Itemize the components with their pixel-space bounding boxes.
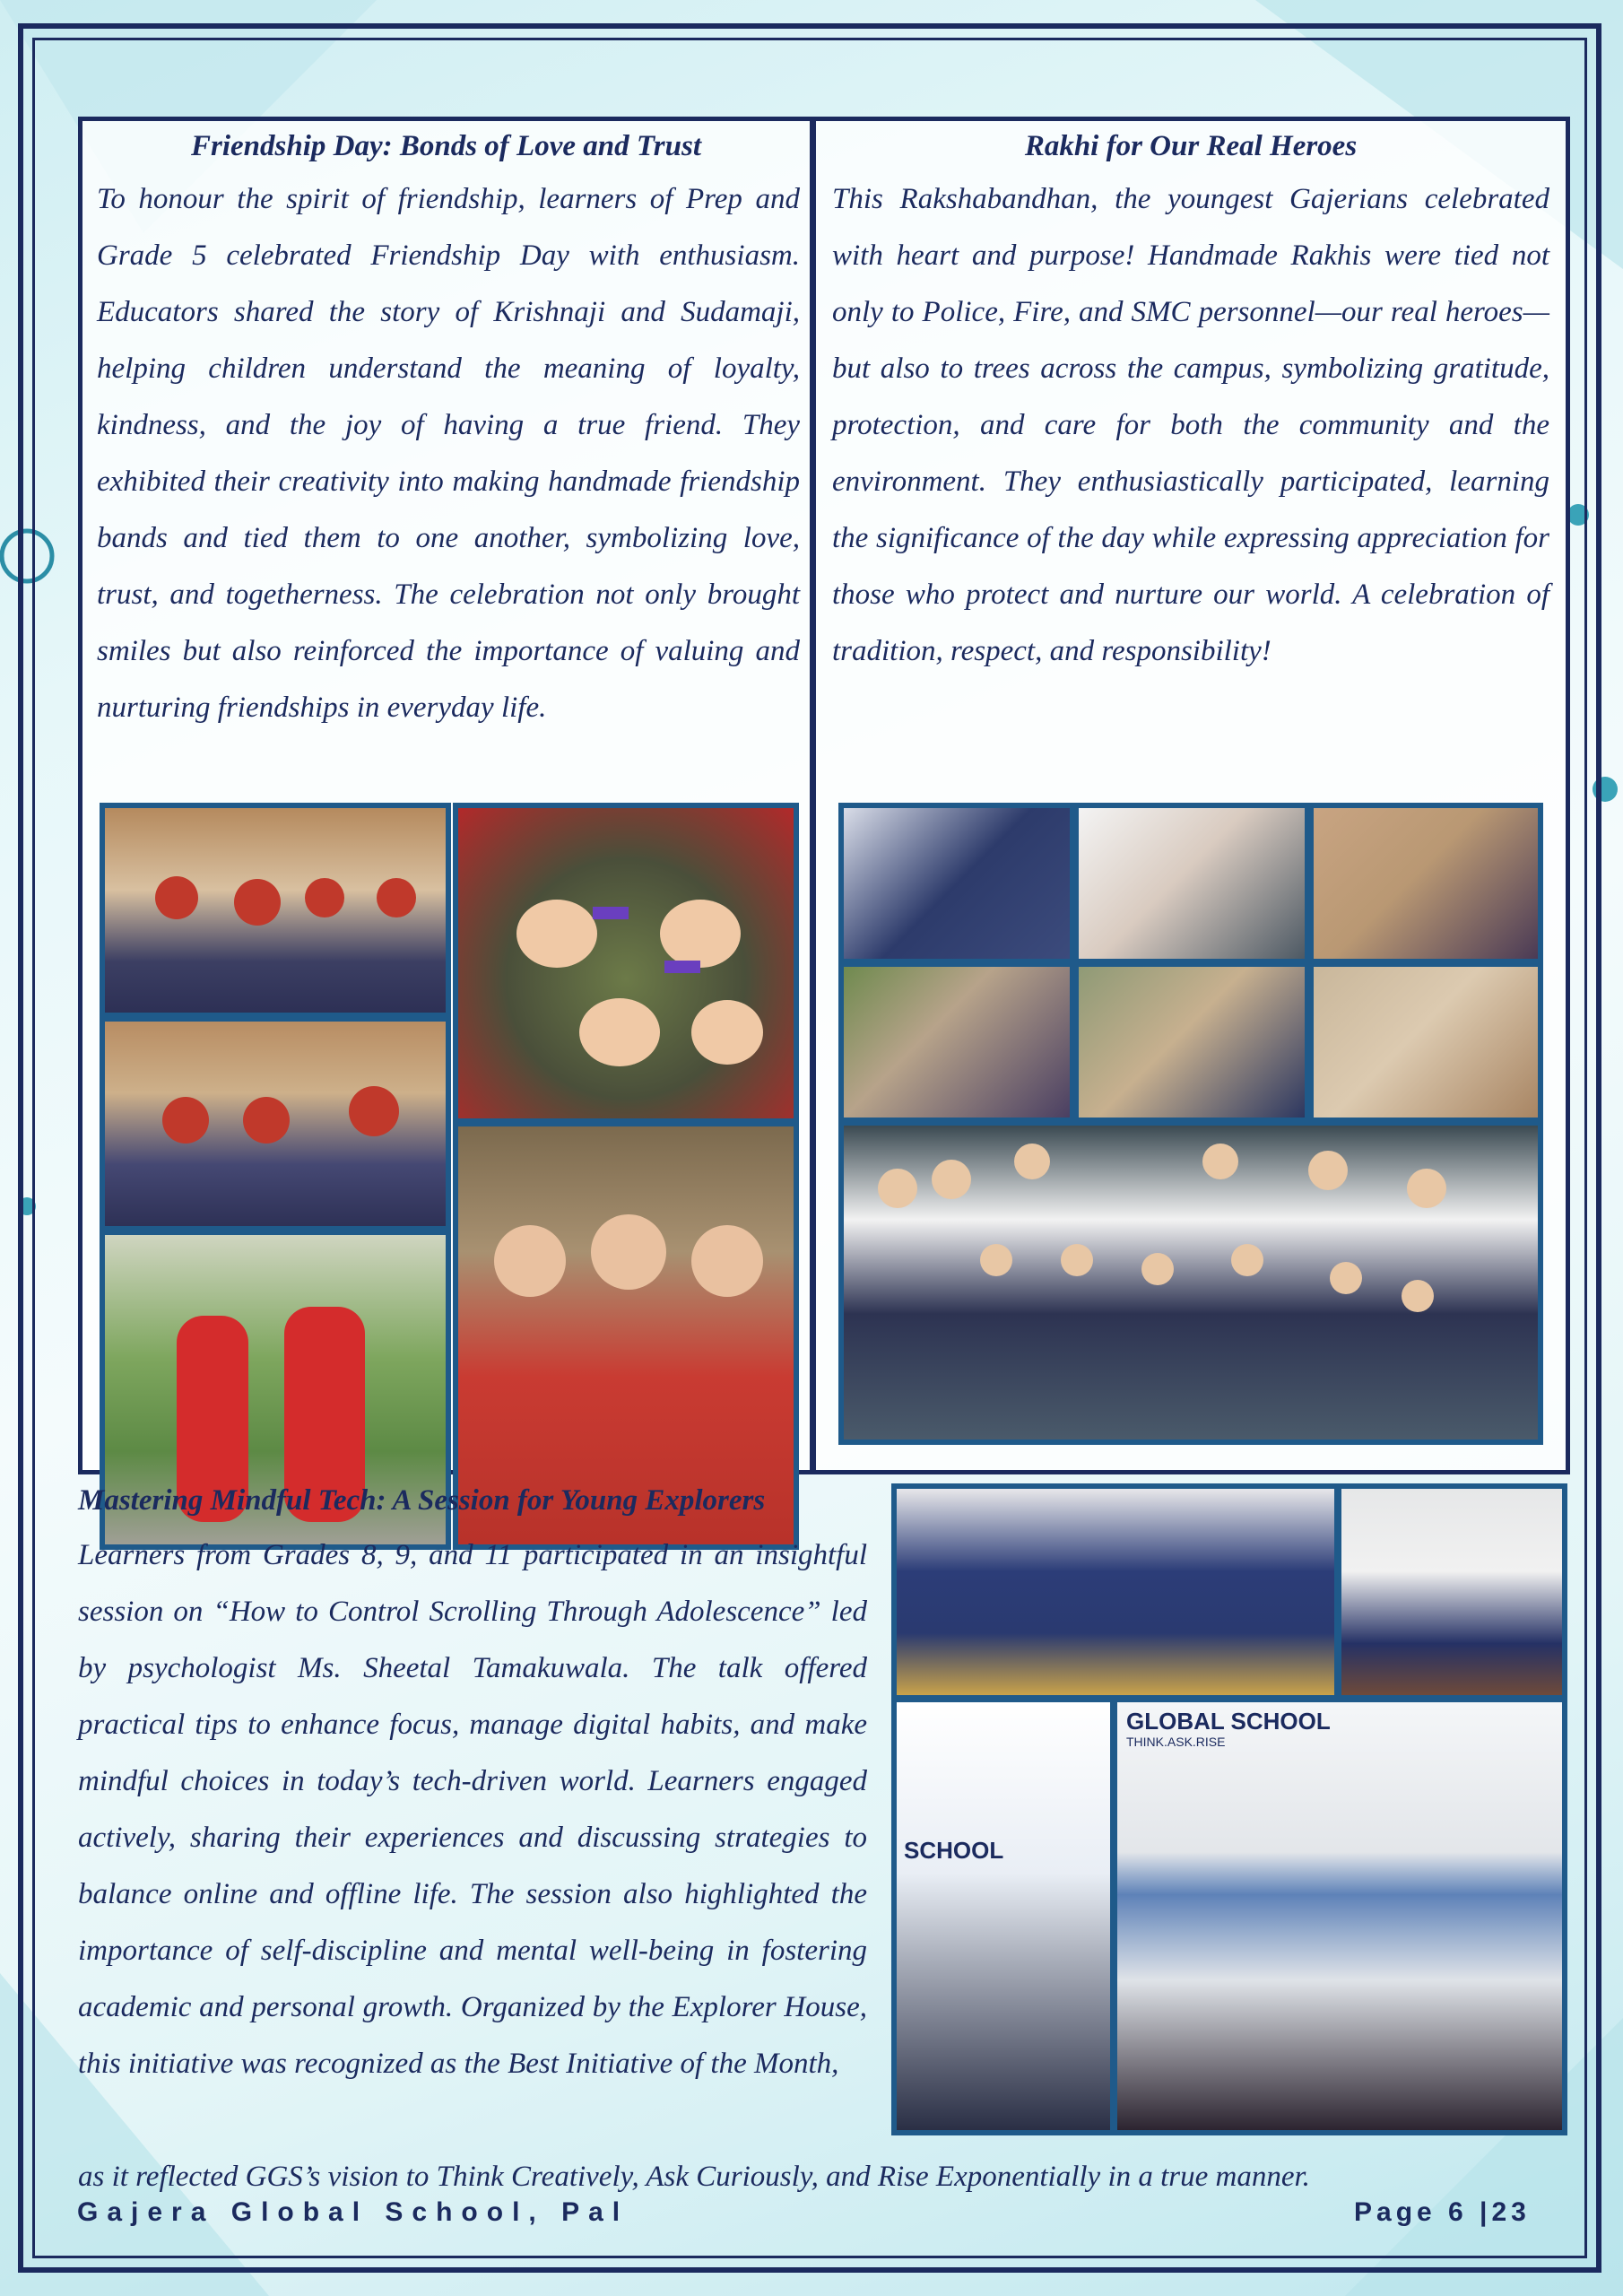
mindful-photo-hall — [1336, 1483, 1567, 1700]
friendship-day-body: To honour the spirit of friendship, learners of Prep and Grade 5 celebrated Friendship Day with enthusiasm. Educators shared the story of Krishnaji and Sudamaji, helping children understand the meaning of loyalty, kindness, and the joy of having a true friend. They exhibited their creativity into making handmade friendship bands and tied them to one another, symbolizing love, trust, and togetherness. The celebration not only brought smiles but also reinforced the importance of valuing and nurturing friendships in everyday life. — [97, 183, 800, 724]
friendship-day-panel — [78, 117, 814, 1474]
mindful-photo-presentation — [1112, 1697, 1567, 2135]
rakhi-photo-5 — [1073, 961, 1310, 1123]
mindful-tech-body-last-line: as it reflected GGS’s vision to Think Creatively, Ask Curiously, and Rise Exponentially in a true manner. — [78, 2161, 1310, 2193]
rakhi-body: This Rakshabandhan, the youngest Gajerians celebrated with heart and purpose! Handmade Rakhis were tied not only to Police, Fire, and SMC personnel—our real heroes—but also to trees across the campus, symbolizing gratitude, protection, and care for both the community and the environment. They enthusiastically participated, learning the significance of the day while expressing appreciation for those who protect and nurture our world. A celebration of tradition, respect, and responsibility! — [832, 183, 1549, 667]
friendship-day-title: Friendship Day: Bonds of Love and Trust — [191, 130, 701, 162]
footer-school-name: Gajera Global School, Pal — [77, 2197, 629, 2227]
rakhi-photo-1 — [838, 803, 1075, 964]
friendship-photo-3 — [100, 1016, 451, 1231]
rakhi-title: Rakhi for Our Real Heroes — [1024, 130, 1358, 162]
school-banner: GLOBAL SCHOOL — [1126, 1708, 1331, 1735]
mindful-tech-collage — [891, 1483, 1567, 2135]
rakhi-group-photo — [838, 1120, 1543, 1445]
mindful-photo-audience — [891, 1483, 1340, 1700]
rakhi-photo-4 — [838, 961, 1075, 1123]
footer-page-number: Page 6 |23 — [1354, 2197, 1531, 2227]
mindful-tech-title: Mastering Mindful Tech: A Session for Young Explorers — [78, 1484, 766, 1517]
mindful-photo-speaker — [891, 1697, 1115, 2135]
friendship-photo-1 — [100, 803, 451, 1018]
school-banner-sub: THINK.ASK.RISE — [1126, 1735, 1226, 1749]
rakhi-photo-2 — [1073, 803, 1310, 964]
mindful-tech-body: Learners from Grades 8, 9, and 11 participated in an insightful session on “How to Control Scrolling Through Adolescence” led by psychologist Ms. Sheetal Tamakuwala. The talk offered practical tips to enhance focus, manage digital habits, and make mindful choices in today’s tech-driven world. Learners engaged actively, sharing their experiences and discussing strategies to balance online and offline life. The session also highlighted the importance of self-discipline and mental well-being in fostering academic and personal growth. Organized by the Explorer House, this initiative was recognized as the Best Initiative of the Month, — [78, 1539, 867, 2080]
rakhi-panel — [812, 117, 1570, 1474]
rakhi-photo-6 — [1308, 961, 1543, 1123]
rakhi-photo-3 — [1308, 803, 1543, 964]
friendship-photo-2 — [453, 803, 799, 1124]
school-banner-left: SCHOOL — [904, 1837, 1004, 1864]
